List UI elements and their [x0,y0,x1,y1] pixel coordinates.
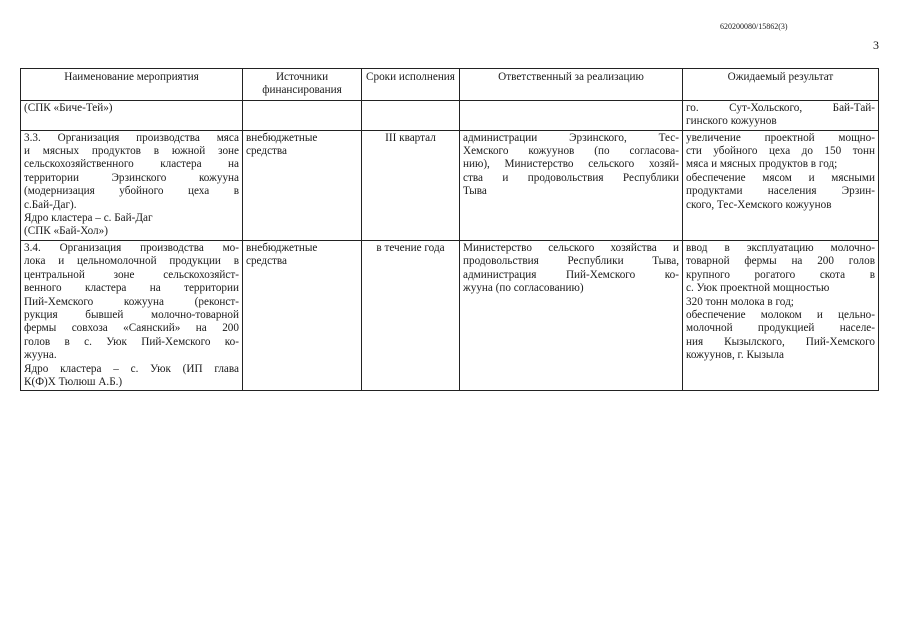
cell-text-line: с.Бай-Даг). [24,198,77,211]
cell-text-line: внебюджетные [246,131,318,144]
cell-text-line: (СПК «Биче-Тей») [24,101,113,114]
cell-text-line: кожуунов, г. Кызыла [686,349,784,362]
table-row [21,100,879,130]
cell-result [683,100,879,130]
cell-responsible [460,240,683,390]
cell-text-line: го. Сут-Хольского, Бай-Тай- [686,101,875,114]
cell-text-line: 3.4. Организация производства мо- [24,241,239,254]
cell-text-line: Министерство сельского хозяйства и [463,241,679,254]
cell-text-line: ства и продовольствия Республики [463,171,679,184]
cell-text-line: молочной продукцией населе- [686,322,875,335]
header-responsible: Ответственный за реализацию [460,69,683,101]
cell-text-line: администрация Пий-Хемского ко- [463,268,679,281]
cell-text-line: с. Уюк проектной мощностью [686,282,830,295]
cell-responsible [460,100,683,130]
cell-text-line: венного кластера на территории [24,282,239,295]
document-id: 620200080/15862(3) [720,22,788,31]
cell-text-line: 3.3. Организация производства мяса [24,131,239,144]
cell-text-line: Хемского кожуунов (по согласова- [463,145,679,158]
cell-text-line: 320 тонн молока в год; [686,295,794,308]
cell-funding [243,130,362,240]
cell-text-line: крупного рогатого скота в [686,268,875,281]
cell-responsible [460,130,683,240]
cell-text-line: продуктами населения Эрзин- [686,185,875,198]
cell-text-line: жууна (по согласованию) [463,282,584,295]
cell-text-line: лока и цельномолочной продукции в [24,255,239,268]
cell-text-line: нию), Министерство сельского хозяй- [463,158,679,171]
cell-term [362,100,460,130]
cell-text-line: голов в с. Уюк Пий-Хемского ко- [24,335,239,348]
cell-text-line: территории Эрзинского кожууна [24,171,239,184]
cell-measure [21,130,243,240]
cell-result [683,240,879,390]
cell-text-line: Ядро кластера – с. Уюк (ИП глава [24,362,239,375]
cell-term: в течение года [362,240,460,390]
cell-funding [243,100,362,130]
cell-text-line: товарной фермы на 200 голов [686,255,875,268]
header-funding: Источники финансирования [243,69,362,101]
cell-text-line: внебюджетные [246,241,318,254]
cell-funding [243,240,362,390]
cell-text-line: увеличение проектной мощно- [686,131,875,144]
cell-text-line: продовольствия Республики Тыва, [463,255,679,268]
page-number: 3 [873,38,879,52]
cell-text-line: фермы совхоза «Саянский» на 200 [24,322,239,335]
cell-term: III квартал [362,130,460,240]
table-body [21,100,879,391]
cell-text-line: мяса и мясных продуктов в год; [686,158,838,171]
cell-text-line: гинского кожуунов [686,115,777,128]
cell-text-line: обеспечение мясом и мясными [686,171,875,184]
cell-text-line: и мясных продуктов в южной зоне [24,145,239,158]
cell-text-line: ского, Тес-Хемского кожуунов [686,198,832,211]
activity-plan-table [20,68,879,391]
table-row [21,240,879,390]
cell-text-line: Тыва [463,185,487,198]
header-term: Сроки исполнения [362,69,460,101]
header-result: Ожидаемый результат [683,69,879,101]
cell-text-line: ния Кызылского, Пий-Хемского [686,335,875,348]
cell-text-line: (СПК «Бай-Хол») [24,225,108,238]
cell-text-line: жууна. [24,349,57,362]
table-header-row [21,69,879,101]
cell-result [683,130,879,240]
table-row [21,130,879,240]
cell-measure [21,100,243,130]
cell-measure [21,240,243,390]
cell-text-line: средства [246,145,288,158]
cell-text-line: (модернизация убойного цеха в [24,185,239,198]
cell-text-line: центральной зоне сельскохозяйст- [24,268,239,281]
cell-text-line: сельскохозяйственного кластера на [24,158,239,171]
cell-text-line: Ядро кластера – с. Бай-Даг [24,212,153,225]
header-measure: Наименование мероприятия [21,69,243,101]
cell-text-line: средства [246,255,288,268]
cell-text-line: ввод в эксплуатацию молочно- [686,241,875,254]
cell-text-line: К(Ф)Х Тюлюш А.Б.) [24,375,123,388]
cell-text-line: Пий-Хемского кожууна (реконст- [24,295,239,308]
cell-text-line: рукция бывшей молочно-товарной [24,308,239,321]
cell-text-line: сти убойного цеха до 150 тонн [686,145,875,158]
cell-text-line: обеспечение молоком и цельно- [686,308,875,321]
cell-text-line: администрации Эрзинского, Тес- [463,131,679,144]
